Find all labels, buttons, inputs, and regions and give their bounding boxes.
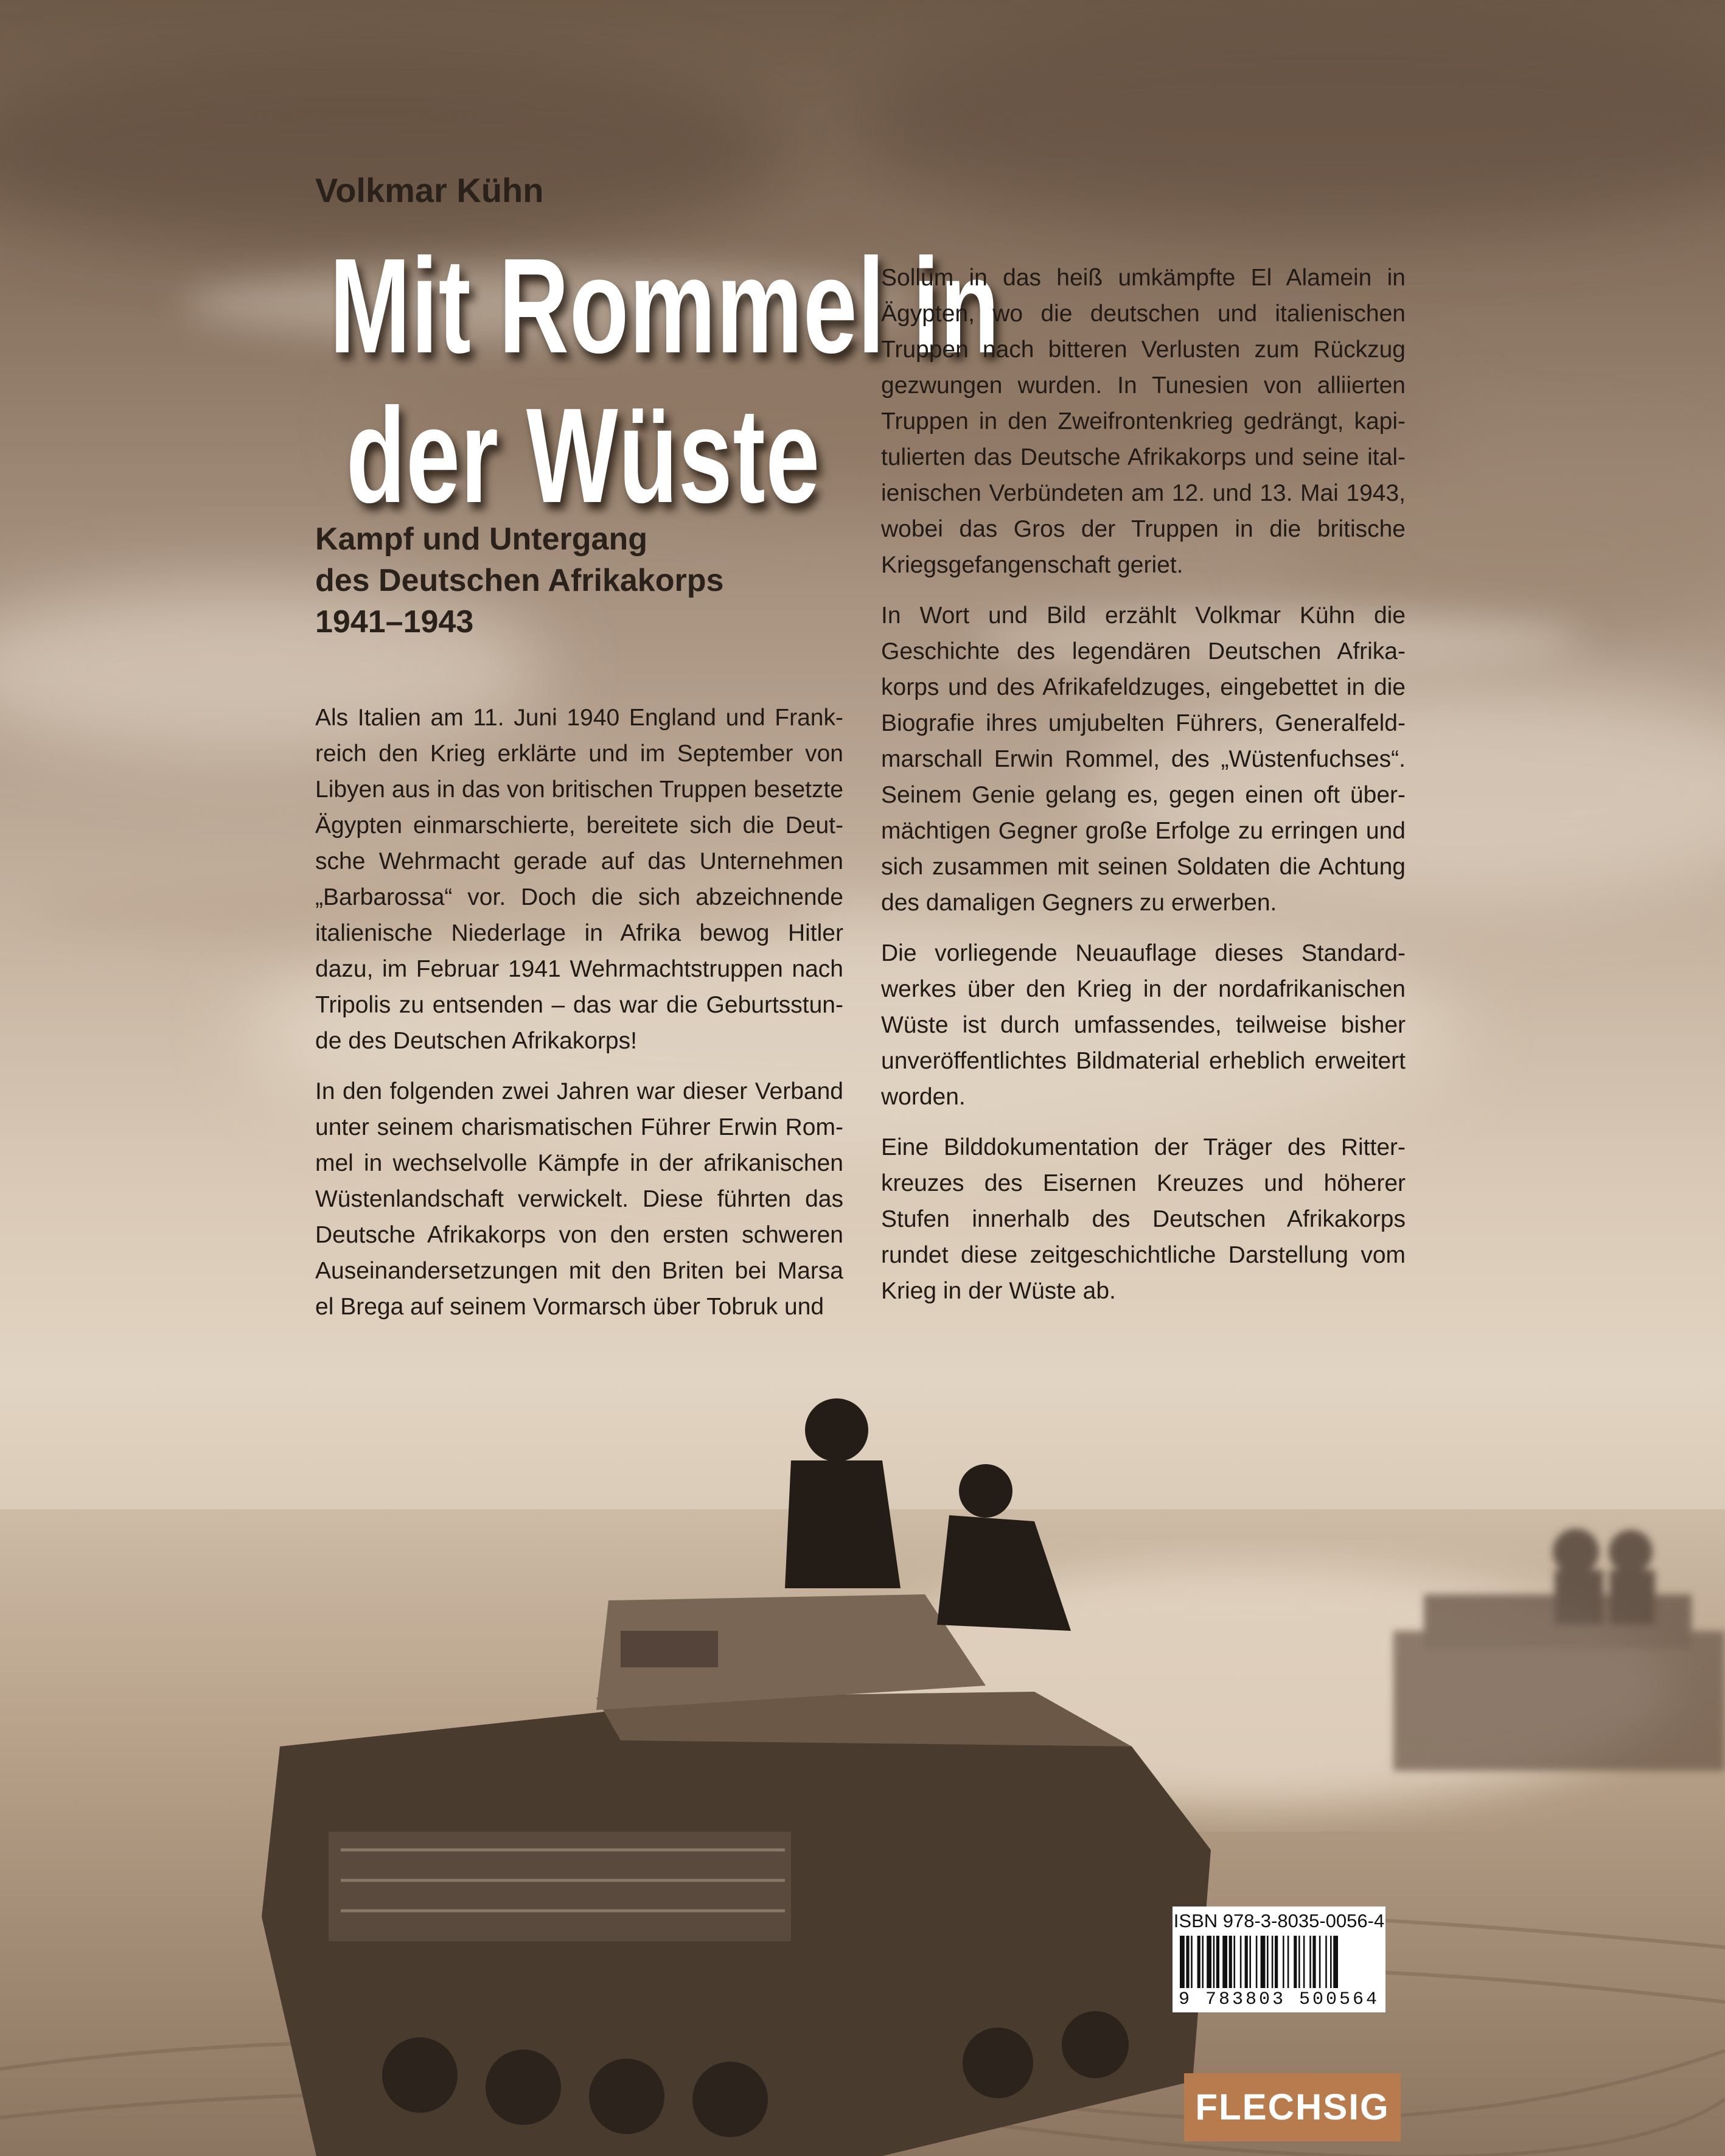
book-subtitle (315, 518, 863, 643)
publisher-logo: FLECHSIG (1184, 2073, 1401, 2141)
title-line-1: Mit Rommel in (329, 231, 1000, 382)
blurb-paragraph: In den folgenden zwei Jahren war dieser Verband unter seinem charismatischen Führer Erwin Rommel in wechselvolle Kämpfe in der afrikanischen Wüstenlandschaft verwickelt. Diese führten das Deutsche Afrikakorps von den ersten schweren Auseinandersetzungen mit den Briten bei Marsa el Brega auf seinem Vormarsch über Tobruk und (315, 1078, 843, 1320)
blurb-paragraph: Sollum in das heiß umkämpfte El Alamein in Ägypten, wo die deutschen und italienischen Truppen nach bitteren Verlusten zum Rückzug gezwungen wurden. In Tunesien von alliierten Truppen in den Zweifrontenkrieg gedrängt, kapitulierten das Deutsche Afrikakorps und seine italienischen Verbündeten am 12. und 13. Mai 1943, wobei das Gros der Truppen in die britische Kriegsgefangenschaft geriet. (881, 265, 1406, 578)
desert-tank-photo (0, 1369, 1725, 2156)
book-title (329, 231, 1000, 531)
blurb-paragraph: Als Italien am 11. Juni 1940 England und Frankreich den Krieg erklärte und im September von Libyen aus in das von britischen Truppen besetzte Ägypten einmarschierte, bereitete sich die Deutsche Wehrmacht gerade auf das Unternehmen „Barbarossa“ vor. Doch die sich abzeichnende italienische Niederlage in Afrika bewog Hitler dazu, im Februar 1941 Wehrmachtstruppen nach Tripolis zu entsenden – das war die Geburtsstunde des Deutschen Afrikakorps! (315, 705, 843, 1054)
isbn-barcode (1173, 1907, 1385, 2012)
subtitle-line-2: des Deutschen Afrikakorps (315, 563, 724, 598)
title-line-2: der Wüste (346, 380, 820, 531)
blurb-paragraph: In Wort und Bild erzählt Volkmar Kühn die Geschichte des legendären Deutschen Afrikakorps und des Afrikafeldzuges, eingebettet in die Biografie ihres umjubelten Führers, Generalfeldmarschall Erwin Rommel, des „Wüstenfuchses“. Seinem Genie gelang es, gegen einen oft übermächtigen Gegner große Erfolge zu erringen und sich zusammen mit seinen Soldaten die Achtung des damaligen Gegners zu erwerben. (881, 602, 1406, 916)
isbn-label: ISBN 978-3-8035-0056-4 (1173, 1910, 1385, 1931)
blurb-left-column (315, 700, 843, 1339)
subtitle-line-3: 1941–1943 (315, 604, 474, 640)
blurb-right-column (881, 260, 1406, 1324)
barcode-digits: 9 783803 500564 (1178, 1989, 1380, 2010)
blurb-paragraph: Eine Bilddokumentation der Träger des Ritterkreuzes des Eisernen Kreuzes und höherer Stufen innerhalb des Deutschen Afrikakorps rundet diese zeitgeschichtliche Darstellung vom Krieg in der Wüste ab. (881, 1134, 1406, 1304)
barcode-bars-icon (1179, 1936, 1379, 1988)
blurb-paragraph: Die vorliegende Neuauflage dieses Standardwerkes über den Krieg in der nordafrikanischen Wüste ist durch umfassendes, teilweise bisher unveröffentlichtes Bildmaterial erheblich erweitert worden. (881, 940, 1406, 1110)
subtitle-line-1: Kampf und Untergang (315, 522, 647, 557)
author-name: Volkmar Kühn (315, 171, 544, 209)
